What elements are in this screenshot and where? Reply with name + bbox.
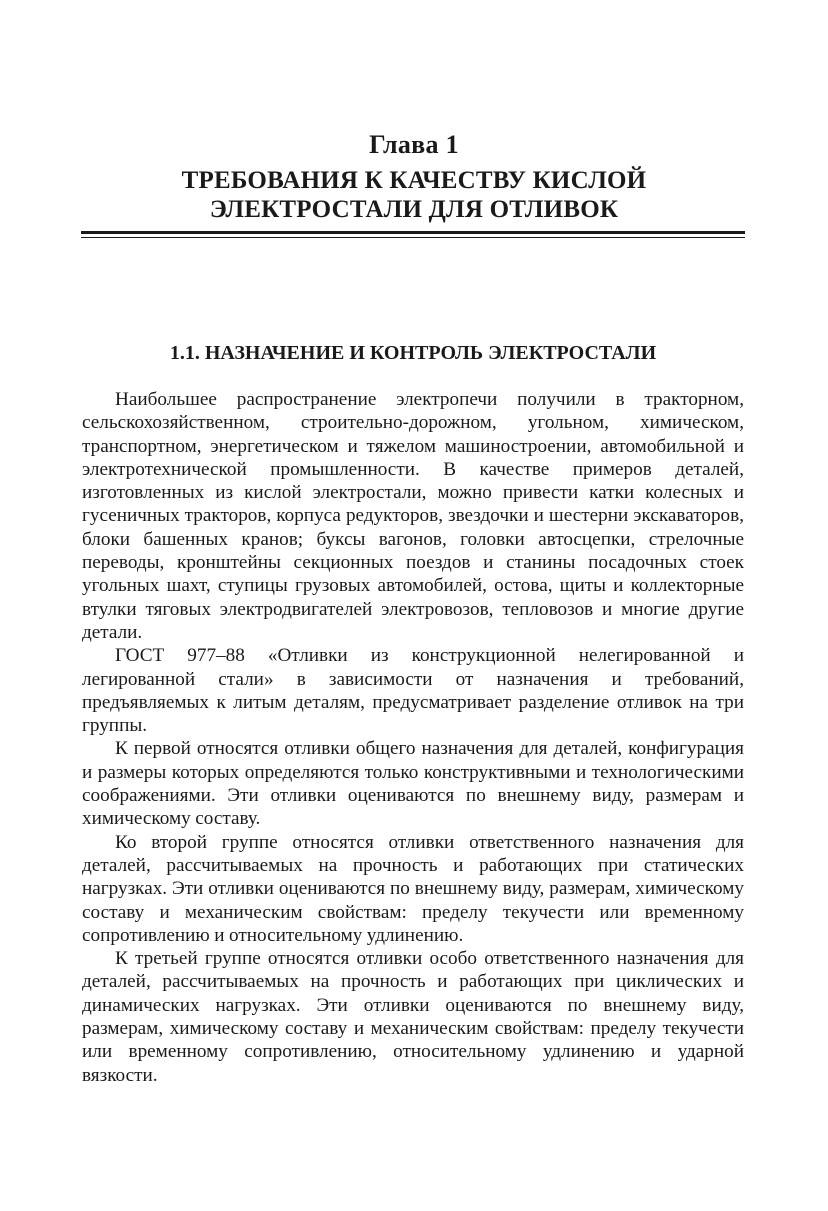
chapter-label: Глава 1 (369, 130, 459, 159)
chapter-title (80, 166, 748, 224)
paragraph-3: К первой относятся отливки общего назначения для деталей, конфигурация и размеры которых определяются только конструктивными и технологическими соображениями. Эти отливки оцениваются по внешнему виду, размерам и химическому составу. (82, 738, 744, 830)
paragraph-2: ГОСТ 977–88 «Отливки из конструкционной нелегированной и легированной стали» в зависимости от назначения и требований, предъявляемых к литым деталям, предусматривает разделение отливок на три группы. (82, 645, 744, 737)
body-text (82, 388, 744, 1087)
paragraph-5: К третьей группе относятся отливки особо ответственного назначения для деталей, рассчитываемых на прочность и работающих при циклических и динамических нагрузках. Эти отливки оцениваются по внешнему виду, размерам, химическому составу и механическим свойствам: пределу текучести или временному сопротивлению, относительному удлинению и ударной вязкости. (82, 948, 744, 1086)
paragraph-1: Наибольшее распространение электропечи получили в тракторном, сельскохозяйственном, строительно-дорожном, угольном, химическом, транспортном, энергетическом и тяжелом машиностроении, автомобильной и электротехнической промышленности. В качестве примеров деталей, изготовленных из кислой электростали, можно привести катки колесных и гусеничных тракторов, корпуса редукторов, звездочки и шестерни экскаваторов, блоки башенных кранов; буксы вагонов, головки автосцепки, стрелочные переводы, кронштейны секционных поездов и станины посадочных стоек угольных шахт, ступицы грузовых автомобилей, остова, щиты и коллекторные втулки тяговых электродвигателей электровозов, тепловозов и многие другие детали. (82, 389, 744, 643)
chapter-double-rule (81, 231, 745, 238)
section-heading: 1.1. НАЗНАЧЕНИЕ И КОНТРОЛЬ ЭЛЕКТРОСТАЛИ (169, 342, 657, 364)
chapter-title-line-1: ТРЕБОВАНИЯ К КАЧЕСТВУ КИСЛОЙ (181, 167, 647, 194)
chapter-title-line-2: ЭЛЕКТРОСТАЛИ ДЛЯ ОТЛИВОК (209, 196, 619, 223)
paragraph-4: Ко второй группе относятся отливки ответственного назначения для деталей, рассчитываемых на прочность и работающих при статических нагрузках. Эти отливки оцениваются по внешнему виду, размерам, химическому составу и механическим свойствам: пределу текучести или временному сопротивлению и относительному удлинению. (82, 831, 744, 946)
